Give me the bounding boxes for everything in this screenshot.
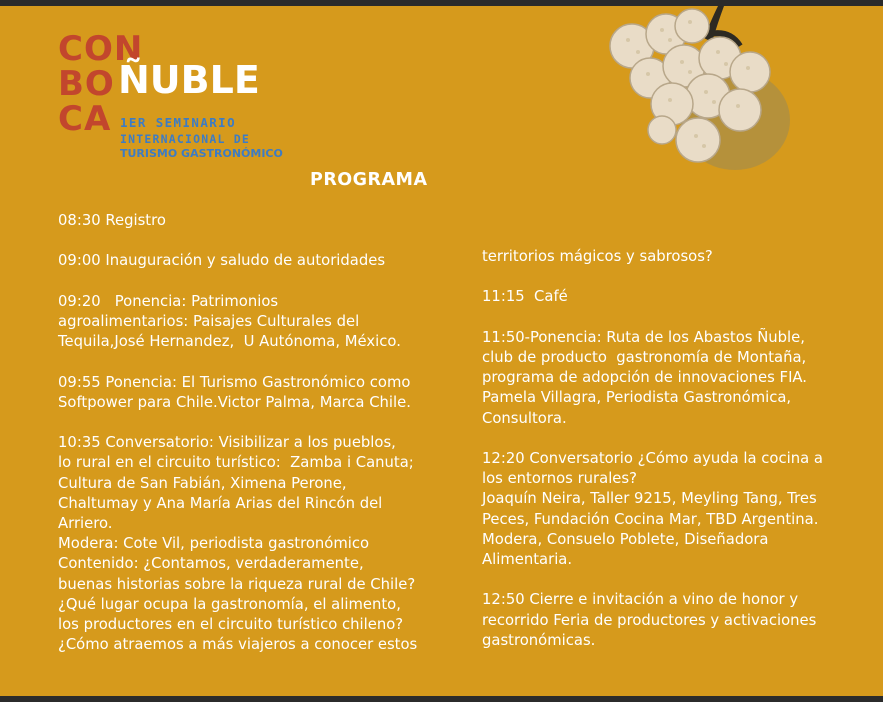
entry-line: lo rural en el circuito turístico: Zamba i Canuta;: [58, 454, 414, 472]
entry-line: Chaltumay y Ana María Arias del Rincón del: [58, 494, 383, 512]
program-entry: [58, 211, 458, 231]
entry-line: programa de adopción de innovaciones FIA.: [482, 369, 807, 387]
seminar-line: TURISMO GASTRONÓMICO: [120, 147, 283, 160]
page-title: PROGRAMA: [310, 170, 428, 190]
conboca-line: BO: [58, 64, 115, 104]
entry-line: 08:30 Registro: [58, 212, 166, 229]
nuble-wordmark: ÑUBLE: [118, 58, 260, 102]
entry-line: Joaquín Neira, Taller 9215, Meyling Tang, Tres: [482, 490, 817, 508]
conboca-line: CA: [58, 99, 112, 139]
program-entry: [58, 251, 458, 271]
entry-line: 11:15 Café: [482, 288, 568, 306]
entry-line: 12:20 Conversatorio ¿Cómo ayuda la cocina a: [482, 449, 823, 467]
bottom-border: [0, 696, 883, 702]
entry-line: club de producto gastronomía de Montaña,: [482, 348, 807, 366]
program-right-column: [482, 247, 862, 671]
entry-line: territorios mágicos y sabrosos?: [482, 248, 713, 265]
seminar-line: INTERNACIONAL DE: [120, 132, 250, 146]
program-entry: [482, 247, 862, 267]
entry-line: Contenido: ¿Contamos, verdaderamente,: [58, 555, 364, 573]
entry-line: 11:50-Ponencia: Ruta de los Abastos Ñuble,: [482, 328, 805, 346]
entry-line: Tequila,José Hernandez, U Autónoma, México.: [58, 333, 401, 351]
program-entry: [482, 590, 862, 651]
fruit-cluster-illustration: [600, 6, 810, 180]
event-logo: [58, 29, 283, 172]
entry-line: Peces, Fundación Cocina Mar, TBD Argentina.: [482, 510, 819, 528]
program-entry: [482, 328, 862, 429]
entry-line: 10:35 Conversatorio: Visibilizar a los pueblos,: [58, 434, 396, 452]
entry-line: los entornos rurales?: [482, 470, 637, 488]
entry-line: ¿Cómo atraemos a más viajeros a conocer estos: [58, 636, 418, 654]
program-left-column: [58, 211, 458, 676]
program-entry: [482, 287, 862, 307]
program-entry: [58, 292, 458, 353]
program-entry: [482, 449, 862, 570]
entry-line: agroalimentarios: Paisajes Culturales del: [58, 312, 360, 330]
entry-line: Cultura de San Fabián, Ximena Perone,: [58, 474, 347, 492]
program-poster: [0, 6, 883, 696]
entry-line: Modera: Cote Vil, periodista gastronómico: [58, 535, 370, 553]
entry-line: Consultora.: [482, 409, 567, 427]
seminar-line: 1ER SEMINARIO: [120, 115, 237, 130]
entry-line: recorrido Feria de productores y activaciones: [482, 611, 817, 629]
entry-line: 12:50 Cierre e invitación a vino de honor y: [482, 591, 799, 609]
program-entry: [58, 373, 458, 413]
entry-line: Pamela Villagra, Periodista Gastronómica,: [482, 389, 792, 407]
entry-line: 09:55 Ponencia: El Turismo Gastronómico como: [58, 373, 411, 391]
entry-line: buenas historias sobre la riqueza rural de Chile?: [58, 575, 416, 593]
entry-line: Arriero.: [58, 514, 113, 532]
entry-line: 09:00 Inauguración y saludo de autoridades: [58, 252, 386, 270]
entry-line: gastronómicas.: [482, 631, 596, 649]
entry-line: los productores en el circuito turístico chileno?: [58, 616, 404, 633]
entry-line: ¿Qué lugar ocupa la gastronomía, el alimento,: [58, 595, 401, 613]
entry-line: Modera, Consuelo Poblete, Diseñadora: [482, 530, 769, 548]
entry-line: Softpower para Chile.Victor Palma, Marca Chile.: [58, 393, 411, 411]
conboca-line: CON: [58, 29, 144, 69]
program-entry: [58, 433, 458, 655]
entry-line: 09:20 Ponencia: Patrimonios: [58, 292, 279, 310]
entry-line: Alimentaria.: [482, 551, 573, 568]
